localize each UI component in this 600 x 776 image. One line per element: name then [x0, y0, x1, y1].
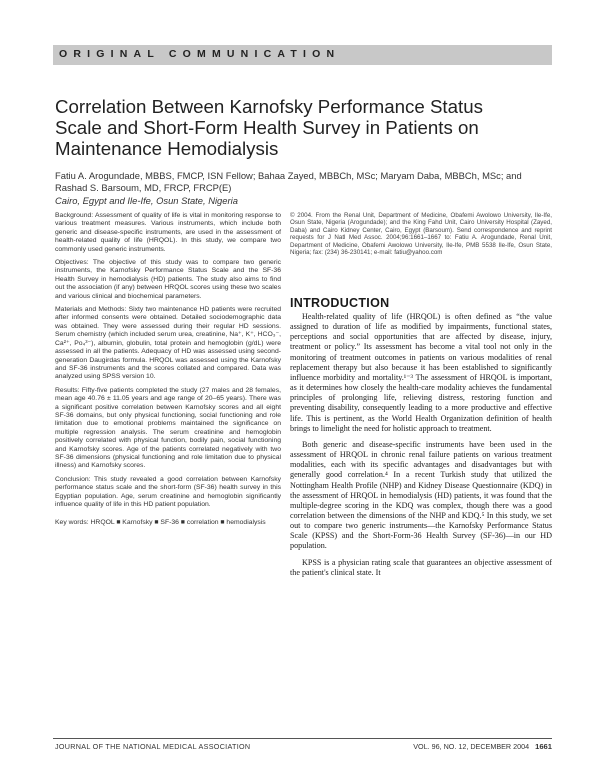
introduction-body — [290, 312, 552, 584]
section-heading-introduction: INTRODUCTION — [290, 296, 390, 310]
abstract-objectives: Objectives: The objective of this study was to compare two generic instruments, the Karnofsky Performance Status Scale and the SF-36 Health Survey in hemodialysis (HD) patients. The study also aims to find out the association (if any) between HRQOL scores using these two scales and various clinical and biochemical parameters. — [55, 259, 281, 300]
footer-issue: VOL. 96, NO. 12, DECEMBER 2004 — [413, 742, 530, 751]
intro-paragraph-1: Health-related quality of life (HRQOL) is often defined as “the value assigned to duration of life as modified by impairments, functional states, perceptions and social opportunities that are affected by disease, injury, treatment or policy.” Its assessment has become a vital tool not only in the monitoring of treatment outcomes in patients on various modalities of renal replacement therapy but also because it has been established to significantly influence morbidity and mortality.¹⁻³ The assessment of HRQOL is important, as it determines how closely the health-care modality achieves the fundamental principles of prolonging life, relieving distress, restoring function and preventing disability, consequently leading to a more productive and effective life. This is pertinent, as the World Health Organization definition of health brings to limelight the need for holistic approach to treatment. — [290, 312, 552, 433]
intro-paragraph-3: KPSS is a physician rating scale that guarantees an objective assessment of the patient's clinical state. It — [290, 557, 552, 577]
abstract-conclusion: Conclusion: This study revealed a good correlation between Karnofsky performance status scale and the short-form (SF-36) health survey in this Egyptian population. Age, serum creatinine and hemoglobin significantly influence quality of life in this HD patient population. — [55, 475, 281, 508]
keywords: Key words: HRQOL ■ Karnofsky ■ SF-36 ■ correlation ■ hemodialysis — [55, 519, 266, 527]
footer-journal-name: JOURNAL OF THE NATIONAL MEDICAL ASSOCIATION — [55, 742, 251, 751]
abstract-results: Results: Fifty-five patients completed the study (27 males and 28 females, mean age 40.76 ± 11.05 years and age range of 20–65 years). There was a significant positive correlation between Karnofsky scores and all eight SF-36 domains, but only physical functioning, social functioning and role limitation due to emotional problems maintained the significance on multiple regression analysis. The serum creatinine and hemoglobin positively correlated with physical function, bodily pain, social functioning and Karnofsky scores. Age of the patients correlated negatively with two SF-36 dimensions (physical functioning and role limitation due to physical illness) and Karnofsky scores. — [55, 386, 281, 470]
abstract-methods: Materials and Methods: Sixty two maintenance HD patients were recruited after informed consents were obtained. Detailed sociodemographic data was obtained. They were assessed during their regular HD sessions. Serum chemistry (which included serum urea, creatinine, Na⁺, K⁺, HCO₃⁻, Ca²⁺, Po₄³⁻), albumin, globulin, total protein and hemoglobin (g/dL) were assessed in all the patients. Adequacy of HD was assessed using second-generation Daugirdas formula. HRQOL was assessed using the Karnofsky and SF-36 instruments and the scores collated and compared. Data was analyzed using SPSS version 10. — [55, 306, 281, 381]
abstract-background: Background: Assessment of quality of life is vital in monitoring response to various treatment measures. Various instruments, which include both generic and disease-specific instruments, are used in the assessment of health-related quality of life (HRQOL). In this study, we compare two commonly used generic instruments. — [55, 212, 281, 253]
footer-issue-info — [380, 742, 552, 751]
author-list: Fatiu A. Arogundade, MBBS, FMCP, ISN Fellow; Bahaa Zayed, MBBCh, MSc; Maryam Daba, MBBCh, MSc; and Rashad S. Barsoum, MD, FRCP, FRCP(E) — [55, 170, 522, 193]
affiliation: Cairo, Egypt and Ile-Ife, Osun State, Nigeria — [55, 195, 238, 206]
article-title: Correlation Between Karnofsky Performance Status Scale and Short-Form Health Survey in Patients on Maintenance Hemodialysis — [55, 96, 483, 159]
copyright-correspondence: © 2004. From the Renal Unit, Department of Medicine, Obafemi Awolowo University, Ile-Ife, Osun State, Nigeria (Arogundade); and the King Fahd Unit, Cairo University Hospital (Zayed, Daba) and Cairo Kidney Center, Cairo, Egypt (Barsoum). Send correspondence and reprint requests for J Natl Med Assoc. 2004;96:1661–1667 to: Fatiu A. Arogundade, Renal Unit, Department of Medicine, Obafemi Awolowo University, Ile-Ife, PMB 5538 Ile-Ife, Osun State, Nigeria; fax: (234) 36-230141; e-mail: fatiu@yahoo.com — [290, 212, 552, 257]
footer-rule — [53, 738, 552, 739]
section-label: ORIGINAL COMMUNICATION — [59, 48, 341, 60]
abstract — [55, 212, 281, 533]
intro-paragraph-2: Both generic and disease-specific instruments have been used in the assessment of HRQOL in chronic renal failure patients on various treatment modalities, each with its specific advantages and disadvantages but with generally good correlation.⁴ In a recent Turkish study that utilized the Nottingham Health Profile (NHP) and Kidney Disease Questionnaire (KDQ) in the assessment of HRQOL in hemodialysis (HD) patients, it was found that the multiple-degree scoring in the KDQ was complex, though there was a good correlation between the dimensions of the NHP and KDQ.⁵ In this study, we set out to compare two generic instruments—the Karnofsky Performance Status Scale (KPSS) and the Short-Form-36 Health Survey (SF-36)—in our HD population. — [290, 439, 552, 551]
page-number: 1661 — [535, 742, 552, 751]
section-banner — [53, 45, 552, 65]
